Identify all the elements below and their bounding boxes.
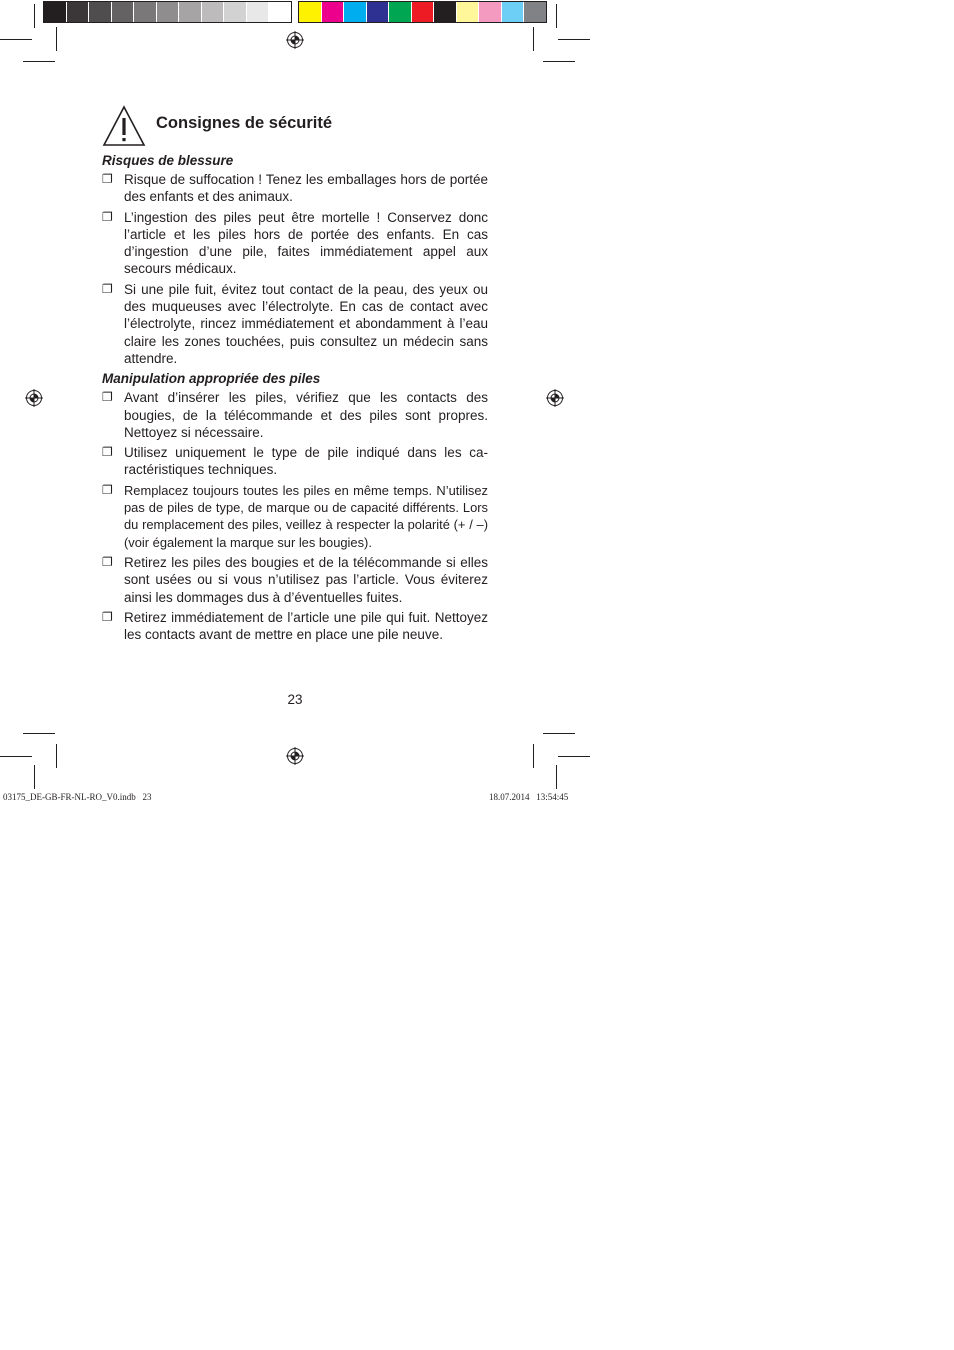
gray-swatch (202, 2, 225, 22)
list-item (102, 171, 488, 206)
crop-mark (0, 39, 32, 40)
color-swatch (389, 2, 412, 22)
crop-mark (558, 39, 590, 40)
checkbox-bullet-icon: ❐ (102, 445, 113, 460)
color-swatch (299, 2, 322, 22)
crop-mark (543, 733, 575, 734)
gray-swatch (224, 2, 247, 22)
checkbox-bullet-icon: ❐ (102, 482, 113, 497)
page-heading (102, 105, 488, 147)
battery-handling-list (102, 389, 488, 643)
list-item-text: L’ingestion des piles peut être mortelle ! Conservez donc l’article et les piles hors de portée des enfants. En cas d’ingestion d’une pile, faites immédiatement appel aux secours médicaux. (124, 209, 488, 277)
color-swatch (322, 2, 345, 22)
crop-mark (0, 756, 32, 757)
slug-timestamp: 18.07.2014 13:54:45 (489, 792, 569, 802)
checkbox-bullet-icon: ❐ (102, 172, 113, 186)
page-number: 23 (287, 692, 303, 707)
list-item (102, 281, 488, 367)
crop-mark (34, 4, 35, 28)
list-item-text: Remplacez toujours toutes les piles en même temps. N’utilisez pas de piles de type, de marque ou de capacité différents. Lors du remplacement des piles, veillez à respecter la polarité (+ / –) (voir également la marque sur les bougies). (124, 482, 488, 550)
checkbox-bullet-icon: ❐ (102, 209, 113, 224)
color-swatch (479, 2, 502, 22)
list-item-text: Retirez immédiatement de l’article une pile qui fuit. Nettoyez les contacts avant de mettre en place une pile neuve. (124, 609, 488, 643)
safety-instructions (102, 105, 488, 647)
color-swatch (457, 2, 480, 22)
section-heading-battery-handling: Manipulation appropriée des piles (102, 371, 321, 387)
crop-mark (556, 765, 557, 789)
gray-swatch (157, 2, 180, 22)
crop-mark (533, 744, 534, 768)
list-item (102, 389, 488, 441)
list-item (102, 554, 488, 606)
color-swatch (434, 2, 457, 22)
injury-risks-list (102, 171, 488, 367)
checkbox-bullet-icon: ❐ (102, 554, 113, 569)
registration-mark-icon (286, 747, 304, 765)
section-heading-injury-risks: Risques de blessure (102, 153, 234, 168)
registration-mark-icon (546, 389, 564, 407)
gray-swatch (269, 2, 291, 22)
list-item (102, 482, 488, 551)
gray-swatch (134, 2, 157, 22)
list-item (102, 444, 488, 479)
crop-mark (56, 27, 57, 51)
crop-mark (23, 61, 55, 62)
checkbox-bullet-icon: ❐ (102, 390, 113, 405)
checkbox-bullet-icon: ❐ (102, 281, 113, 296)
color-swatch (502, 2, 525, 22)
gray-swatch (179, 2, 202, 22)
page-title: Consignes de sécurité (156, 113, 333, 132)
list-item-text: Si une pile fuit, évitez tout contact de la peau, des yeux ou des muqueuses avec l’électrolyte. En cas de contact avec l’électrolyte, rincez immédiatement et abondamment à l’eau claire les zones touchées, puis consultez un médecin sans attendre. (124, 281, 488, 366)
color-swatch (412, 2, 435, 22)
crop-mark (543, 61, 575, 62)
crop-mark (34, 765, 35, 789)
gray-swatch (112, 2, 135, 22)
list-item-text: Utilisez uniquement le type de pile indiqué dans les caractéristiques techniques. (124, 445, 488, 478)
list-item-text: Retirez les piles des bougies et de la télécommande si elles sont usées ou si vous n’utilisez pas l’article. Vous éviterez ainsi les dommages dus à d’éventuelles fuites. (124, 554, 488, 605)
crop-mark (558, 756, 590, 757)
slug-file-name: 03175_DE-GB-FR-NL-RO_V0.indb 23 (3, 792, 152, 802)
gray-swatch (67, 2, 90, 22)
color-swatch (367, 2, 390, 22)
crop-mark (556, 4, 557, 28)
list-item (102, 609, 488, 644)
registration-mark-icon (286, 31, 304, 49)
gray-swatch (89, 2, 112, 22)
list-item (102, 209, 488, 278)
grayscale-calibration-bar (43, 1, 292, 23)
color-calibration-bar (298, 1, 547, 23)
crop-mark (533, 27, 534, 51)
registration-mark-icon (25, 389, 43, 407)
color-swatch (344, 2, 367, 22)
warning-triangle-icon (102, 105, 146, 147)
color-swatch (524, 2, 546, 22)
gray-swatch (247, 2, 270, 22)
list-item-text: Avant d’insérer les piles, vérifiez que les contacts des bougies, de la télécommande et des piles sont propres. Nettoyez si nécessaire. (124, 390, 488, 440)
crop-mark (23, 733, 55, 734)
list-item-text: Risque de suffocation ! Tenez les emballages hors de portée des enfants et des animaux. (124, 172, 488, 205)
checkbox-bullet-icon: ❐ (102, 609, 113, 624)
gray-swatch (44, 2, 67, 22)
crop-mark (56, 744, 57, 768)
